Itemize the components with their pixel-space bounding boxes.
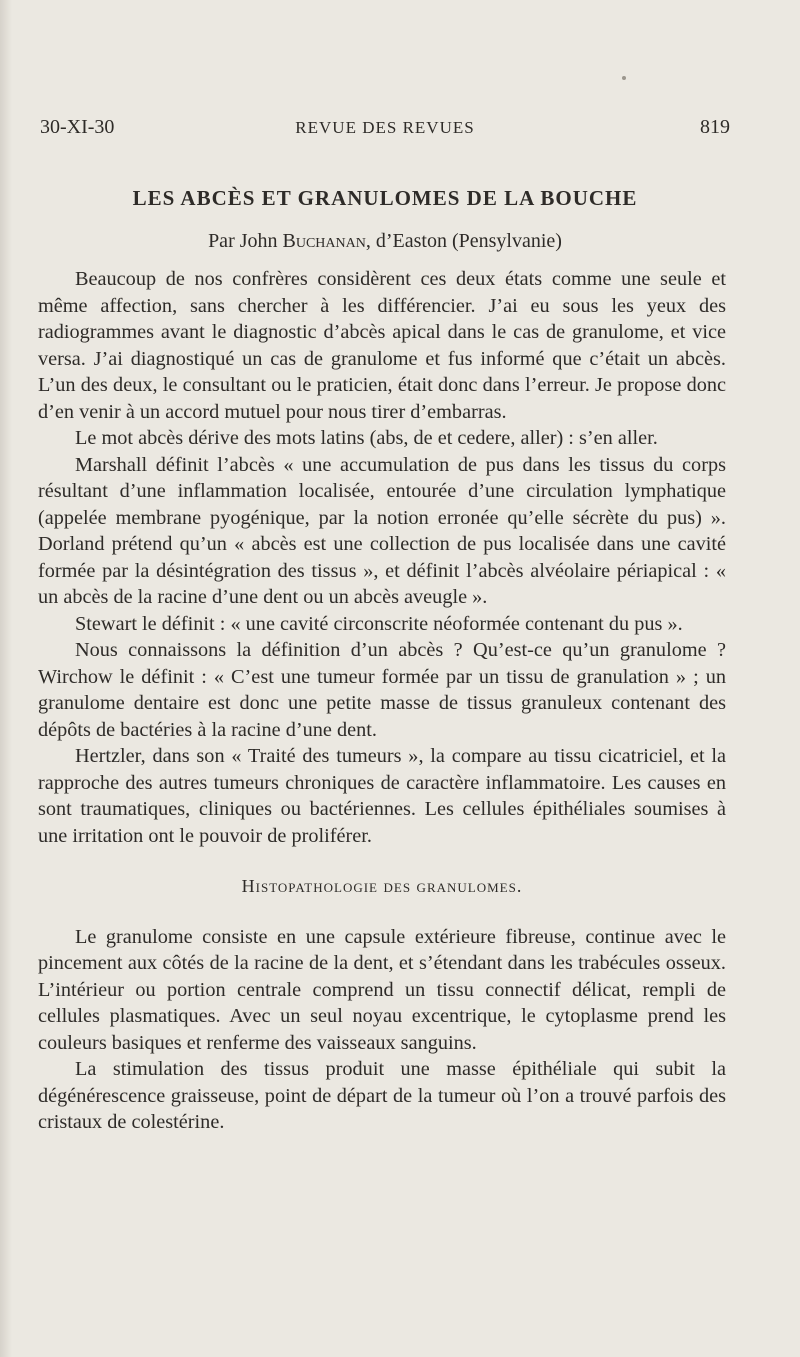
running-head (40, 116, 730, 142)
author-surname: Buchanan (282, 230, 366, 252)
page-number: 819 (700, 116, 730, 138)
paragraph: Hertzler, dans son « Traité des tumeurs », la compare au tissu cicatriciel, et la rapproche des autres tumeurs chroniques de caractère inflammatoire. Les causes en sont traumatiques, cliniques ou bactériennes. Les cellules épithéliales soumises à une irritation ont le pouvoir de proliférer. (38, 745, 726, 847)
section-heading: Histopathologie des granulomes. (241, 876, 523, 896)
paragraph: Stewart le définit : « une cavité circonscrite néoformée contenant du pus ». (75, 612, 683, 635)
paragraph: Nous connaissons la définition d’un abcès ? Qu’est-ce qu’un granulome ? Wirchow le définit : « C’est une tumeur formée par un tissu de granulation » ; un granulome dentaire est donc une petite masse de tissus granuleux contenant des dépôts de bactéries à la racine d’une dent. (38, 639, 726, 741)
paragraph: Beaucoup de nos confrères considèrent ces deux états comme une seule et même affection, sans chercher à les différencier. J’ai eu sous les yeux des radiogrammes avant le diagnostic d’abcès apical dans le cas de granulome, et vice versa. J’ai diagnostiqué un cas de granulome et fus informé que c’était un abcès. L’un des deux, le consultant ou le praticien, était donc dans l’erreur. Je propose donc d’en venir à un accord mutuel pour nous tirer d’embarras. (38, 268, 726, 423)
paper-speck (622, 76, 626, 80)
byline-prefix: Par John (208, 230, 283, 252)
page-edge-shadow (0, 0, 12, 1357)
paragraph: La stimulation des tissus produit une masse épithéliale qui subit la dégénérescence graisseuse, point de départ de la tumeur où l’on a trouvé parfois des cristaux de colestérine. (38, 1058, 726, 1133)
article-body (38, 266, 726, 1136)
issue-date: 30-XI-30 (40, 116, 115, 138)
journal-title: REVUE DES REVUES (295, 118, 475, 137)
paragraph: Le granulome consiste en une capsule extérieure fibreuse, continue avec le pincement aux côtés de la racine de la dent, et s’étendant dans les trabécules osseux. L’intérieur ou portion centrale comprend un tissu connectif délicat, rempli de cellules plasmatiques. Avec un seul noyau excentrique, le cytoplasme prend les couleurs basiques et renferme des vaisseaux sanguins. (38, 925, 726, 1054)
article-byline (40, 230, 730, 253)
byline-affiliation: , d’Easton (Pensylvanie) (365, 230, 562, 252)
paragraph: Le mot abcès dérive des mots latins (abs, de et cedere, aller) : s’en aller. (75, 427, 658, 449)
article-title: LES ABCÈS ET GRANULOMES DE LA BOUCHE (132, 186, 638, 210)
paragraph: Marshall définit l’abcès « une accumulation de pus dans les tissus du corps résultant d’une inflammation localisée, entourée d’une circulation lymphatique (appelée membrane pyogénique, par la notion erronée qu’elle sécrète du pus) ». Dorland prétend qu’un « abcès est une collection de pus localisée dans une cavité formée par la désintégration des tissus », et définit l’abcès alvéolaire périapical : « un abcès de la racine d’une dent ou un abcès aveugle ». (38, 453, 726, 608)
